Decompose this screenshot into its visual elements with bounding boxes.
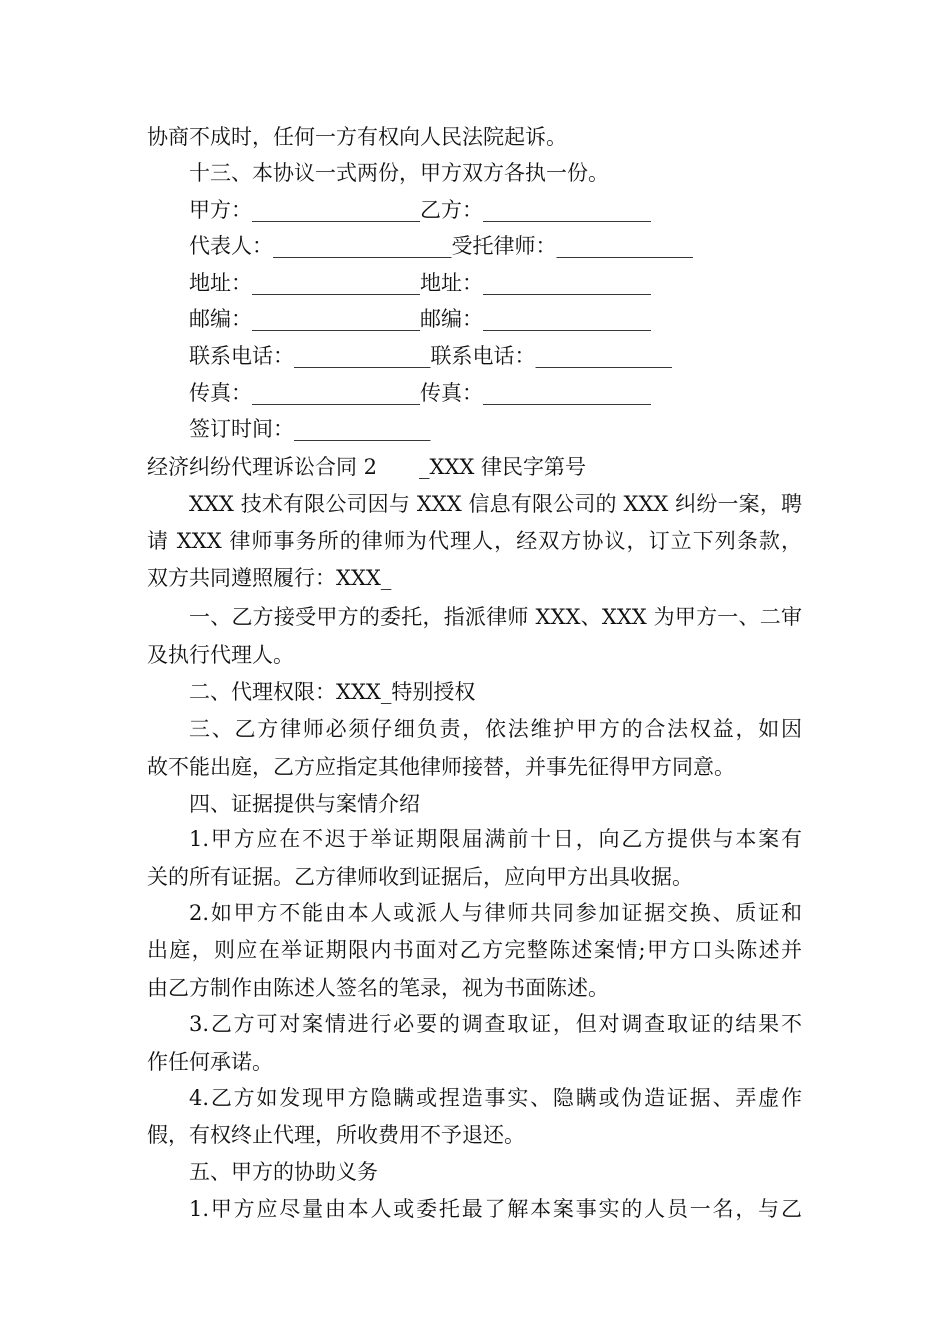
signature-fax-line: 传真：________________传真：________________	[189, 381, 651, 405]
paragraph-line: 由乙方制作由陈述人签名的笔录，视为书面陈述。	[147, 976, 609, 1000]
paragraph-line: 故不能出庭，乙方应指定其他律师接替，并事先征得甲方同意。	[147, 755, 735, 779]
paragraph-line: 关的所有证据。乙方律师收到证据后，应向甲方出具收据。	[147, 865, 693, 889]
paragraph-line: 一、乙方接受甲方的委托，指派律师 XXX、XXX 为甲方一、二审	[189, 605, 802, 629]
signature-address-line: 地址：________________地址：________________	[189, 271, 651, 295]
paragraph-line: XXX 技术有限公司因与 XXX 信息有限公司的 XXX 纠纷一案，聘	[189, 492, 802, 516]
signature-phone-line: 联系电话：_____________联系电话：_____________	[189, 344, 672, 368]
paragraph-line: 出庭，则应在举证期限内书面对乙方完整陈述案情;甲方口头陈述并	[147, 938, 802, 962]
paragraph-line: 三、乙方律师必须仔细负责，依法维护甲方的合法权益，如因	[189, 717, 802, 741]
paragraph-line: 协商不成时，任何一方有权向人民法院起诉。	[147, 125, 567, 149]
paragraph-line: 请 XXX 律师事务所的律师为代理人，经双方协议，订立下列条款，	[147, 529, 802, 553]
clause-heading: 五、甲方的协助义务	[189, 1160, 378, 1184]
paragraph-line: 3.乙方可对案情进行必要的调查取证，但对调查取证的结果不	[189, 1012, 802, 1036]
signature-postcode-line: 邮编：________________邮编：________________	[189, 307, 651, 331]
clause-thirteen: 十三、本协议一式两份，甲方双方各执一份。	[189, 161, 609, 185]
paragraph-line: 作任何承诺。	[147, 1050, 273, 1074]
signature-representative-line: 代表人：_________________受托律师：_____________	[189, 234, 693, 258]
paragraph-line: 假，有权终止代理，所收费用不予退还。	[147, 1123, 525, 1147]
paragraph-line: 1.甲方应在不迟于举证期限届满前十日，向乙方提供与本案有	[189, 827, 802, 851]
clause-heading: 二、代理权限：XXX_特别授权	[189, 680, 476, 704]
paragraph-line: 及执行代理人。	[147, 643, 294, 667]
signature-date-line: 签订时间：_____________	[189, 417, 431, 441]
clause-heading: 四、证据提供与案情介绍	[189, 792, 420, 816]
paragraph-line: 1.甲方应尽量由本人或委托最了解本案事实的人员一名，与乙	[189, 1197, 802, 1221]
paragraph-line: 4.乙方如发现甲方隐瞒或捏造事实、隐瞒或伪造证据、弄虚作	[189, 1086, 802, 1110]
paragraph-line: 双方共同遵照履行：XXX_	[147, 566, 392, 590]
signature-party-line: 甲方：________________乙方：________________	[189, 198, 651, 222]
paragraph-line: 2.如甲方不能由本人或派人与律师共同参加证据交换、质证和	[189, 901, 802, 925]
contract-title: 经济纠纷代理诉讼合同 2 _XXX 律民字第号	[147, 455, 587, 479]
